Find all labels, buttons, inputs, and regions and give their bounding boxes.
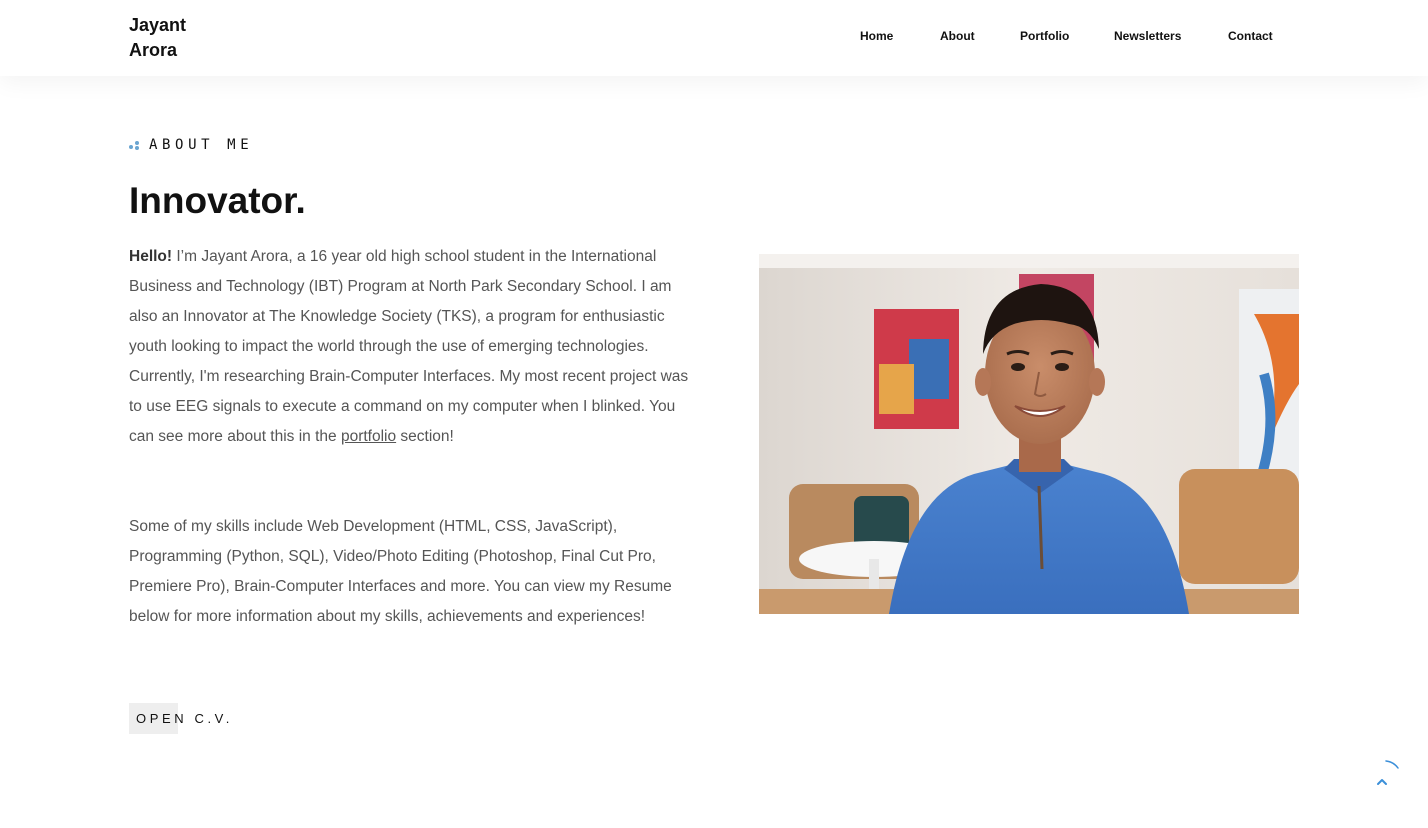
scroll-top-button[interactable]	[1362, 758, 1402, 798]
intro-tail: section!	[396, 428, 454, 445]
logo-line-2: Arora	[129, 40, 178, 60]
main-nav	[0, 28, 1428, 48]
nav-newsletters[interactable]: Newsletters	[1114, 29, 1182, 43]
nav-about[interactable]: About	[940, 29, 975, 43]
intro-paragraph	[129, 242, 704, 452]
dots-icon	[129, 141, 141, 151]
nav-portfolio[interactable]: Portfolio	[1020, 29, 1070, 43]
intro-text: I’m Jayant Arora, a 16 year old high school student in the International Business and Technology (IBT) Program at North Park Secondary School. I am also an Innovator at The Knowledge Society (TKS), a program for enthusiastic youth looking to impact the world through the use of emerging technologies. Currently, I'm researching Brain-Computer Interfaces. My most recent project was to use EEG signals to execute a command on my computer when I blinked. You can see more about this in the	[129, 248, 689, 445]
nav-home[interactable]: Home	[860, 29, 894, 43]
nav-contact[interactable]: Contact	[1228, 29, 1273, 43]
site-header	[0, 0, 1428, 76]
chevron-up-icon	[1362, 758, 1402, 798]
open-cv-label: OPEN C.V.	[136, 711, 233, 726]
logo-line-1: Jayant	[129, 15, 187, 35]
open-cv-button[interactable]	[129, 703, 240, 734]
profile-photo	[759, 254, 1299, 614]
portfolio-link[interactable]: portfolio	[340, 428, 397, 445]
eyebrow-label: ABOUT ME	[149, 137, 254, 153]
hello-text: Hello!	[129, 248, 173, 265]
skills-paragraph: Some of my skills include Web Development (HTML, CSS, JavaScript), Programming (Python, SQL), Video/Photo Editing (Photoshop, Final Cut Pro, Premiere Pro), Brain-Computer Interfaces and more. You can view my Resume below for more information about my skills, achievements and experiences!	[129, 518, 672, 625]
page-title: Innovator.	[129, 180, 306, 221]
